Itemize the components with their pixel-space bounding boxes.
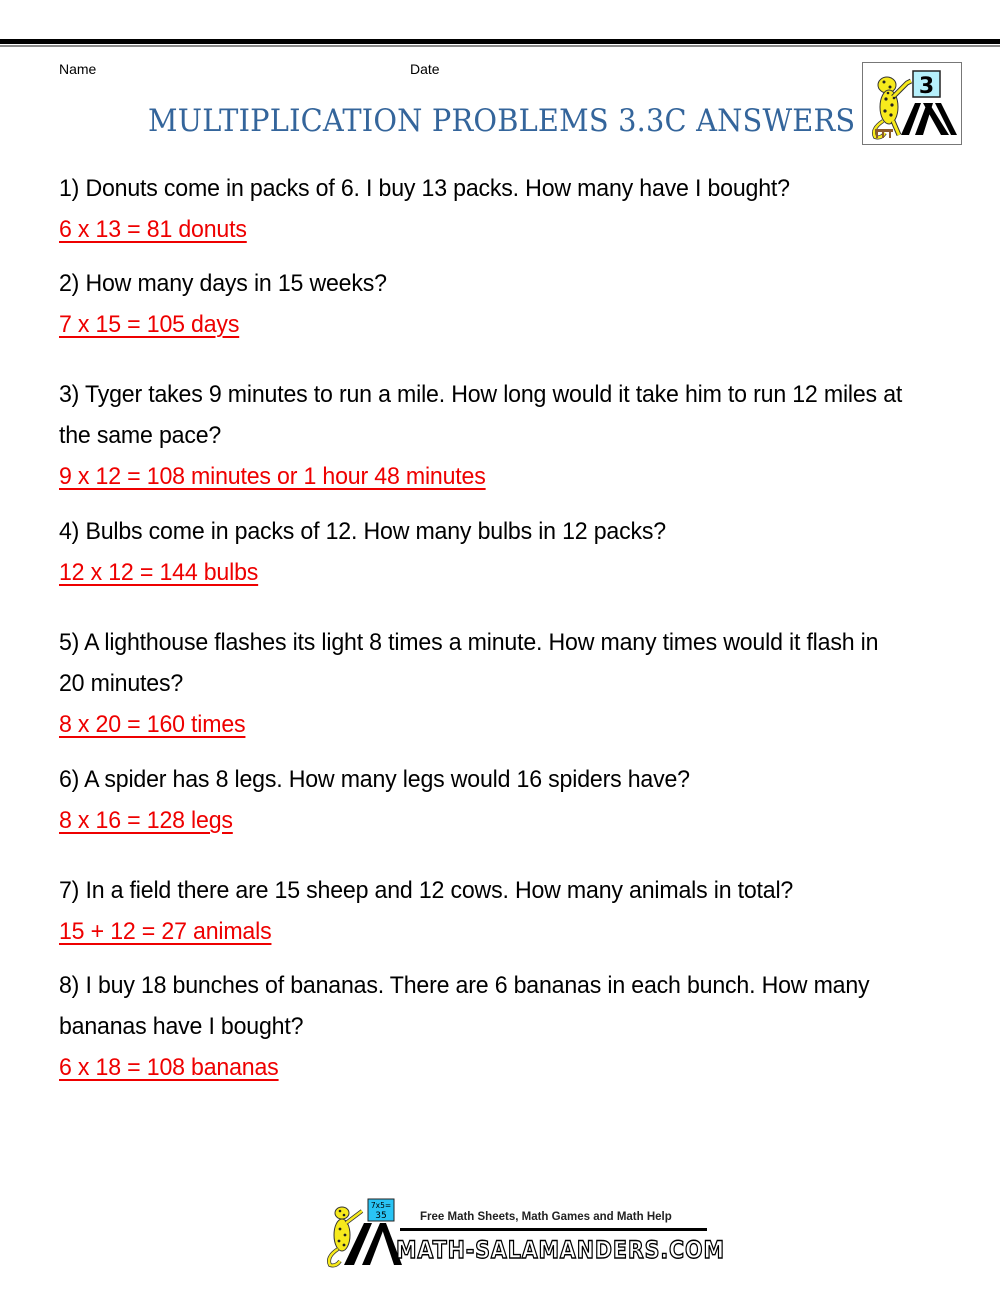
footer-site-name: MATH-SALAMANDERS.COM <box>396 1236 725 1264</box>
problem-8-question: 8) I buy 18 bunches of bananas. There are 6 bananas in each bunch. How many bananas have I bought? <box>59 972 870 1040</box>
salamander-easel-icon <box>863 63 961 144</box>
header-rule-thick <box>0 39 1000 44</box>
problem-7-question: 7) In a field there are 15 sheep and 12 cows. How many animals in total? <box>59 877 794 904</box>
problem-3-answer: 9 x 12 = 108 minutes or 1 hour 48 minutes <box>59 463 486 490</box>
svg-text:35: 35 <box>375 1211 387 1221</box>
name-label: Name <box>59 61 97 77</box>
problem-2-question: 2) How many days in 15 weeks? <box>59 270 387 297</box>
grade-logo <box>862 62 962 145</box>
problem-7-answer: 15 + 12 = 27 animals <box>59 918 272 945</box>
problem-4-question: 4) Bulbs come in packs of 12. How many bulbs in 12 packs? <box>59 518 666 545</box>
svg-text:7x5=: 7x5= <box>370 1201 392 1210</box>
svg-text:3: 3 <box>918 74 935 99</box>
problem-8-answer: 6 x 18 = 108 bananas <box>59 1054 279 1081</box>
problem-1-question: 1) Donuts come in packs of 6. I buy 13 packs. How many have I bought? <box>59 175 790 202</box>
problem-6-answer: 8 x 16 = 128 legs <box>59 807 233 834</box>
problem-2-answer: 7 x 15 = 105 days <box>59 311 240 338</box>
problem-5-question: 5) A lighthouse flashes its light 8 times a minute. How many times would it flash in 20 minutes? <box>59 629 879 697</box>
header-rule-thin <box>0 45 1000 47</box>
problem-5-answer: 8 x 20 = 160 times <box>59 711 246 738</box>
problem-3-question: 3) Tyger takes 9 minutes to run a mile. How long would it take him to run 12 miles at the same pace? <box>59 381 903 449</box>
page-title: MULTIPLICATION PROBLEMS 3.3C ANSWERS <box>148 103 856 139</box>
problem-6-question: 6) A spider has 8 legs. How many legs would 16 spiders have? <box>59 766 690 793</box>
date-label: Date <box>410 61 440 77</box>
footer-rule <box>400 1228 707 1231</box>
problem-1-answer: 6 x 13 = 81 donuts <box>59 216 247 243</box>
footer-tagline: Free Math Sheets, Math Games and Math Help <box>420 1211 672 1223</box>
problem-4-answer: 12 x 12 = 144 bulbs <box>59 559 259 586</box>
